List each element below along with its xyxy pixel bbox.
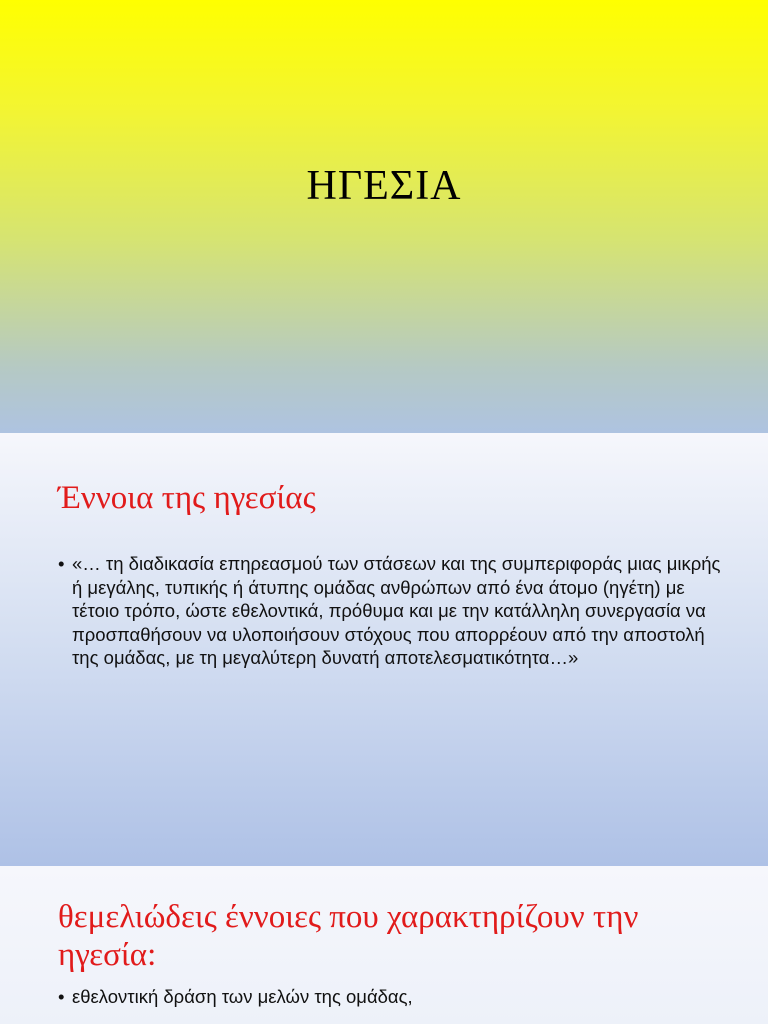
bullet-list [58, 985, 724, 1017]
slide-heading: θεμελιώδεις έννοιες που χαρακτηρίζουν την ηγεσία: [58, 899, 639, 973]
bullet-dot-icon: • [58, 553, 65, 574]
bullet-text: «… τη διαδικασία επηρεασμού των στάσεων και της συμπεριφοράς μιας μικρής ή μεγάλης, τυπικής ή άτυπης ομάδας ανθρώπων από ένα άτομο (ηγέτη) με τέτοιο τρόπο, ώστε εθελοντικά, πρόθυμα και με την κατάλληλη συνεργασία να προσπαθήσουν να υλοποιήσουν στόχους που απορρέουν από την αποστολή της ομάδας, με τη μεγαλύτερη δυνατή αποτελεσματικότητα…» [72, 553, 721, 668]
bullet-item [58, 552, 724, 670]
slide-title-text: ΗΓΕΣΙΑ [306, 163, 462, 209]
bullet-text: εθελοντική δράση των μελών της ομάδας, [72, 986, 413, 1007]
bullet-dot-icon: • [58, 986, 65, 1007]
bullet-item [58, 985, 724, 1009]
slide-heading: Έννοια της ηγεσίας [58, 480, 316, 516]
slide-concept [0, 433, 768, 866]
bullet-list [58, 552, 724, 678]
slide-fundamentals [0, 866, 768, 1024]
slide-title [0, 0, 768, 433]
